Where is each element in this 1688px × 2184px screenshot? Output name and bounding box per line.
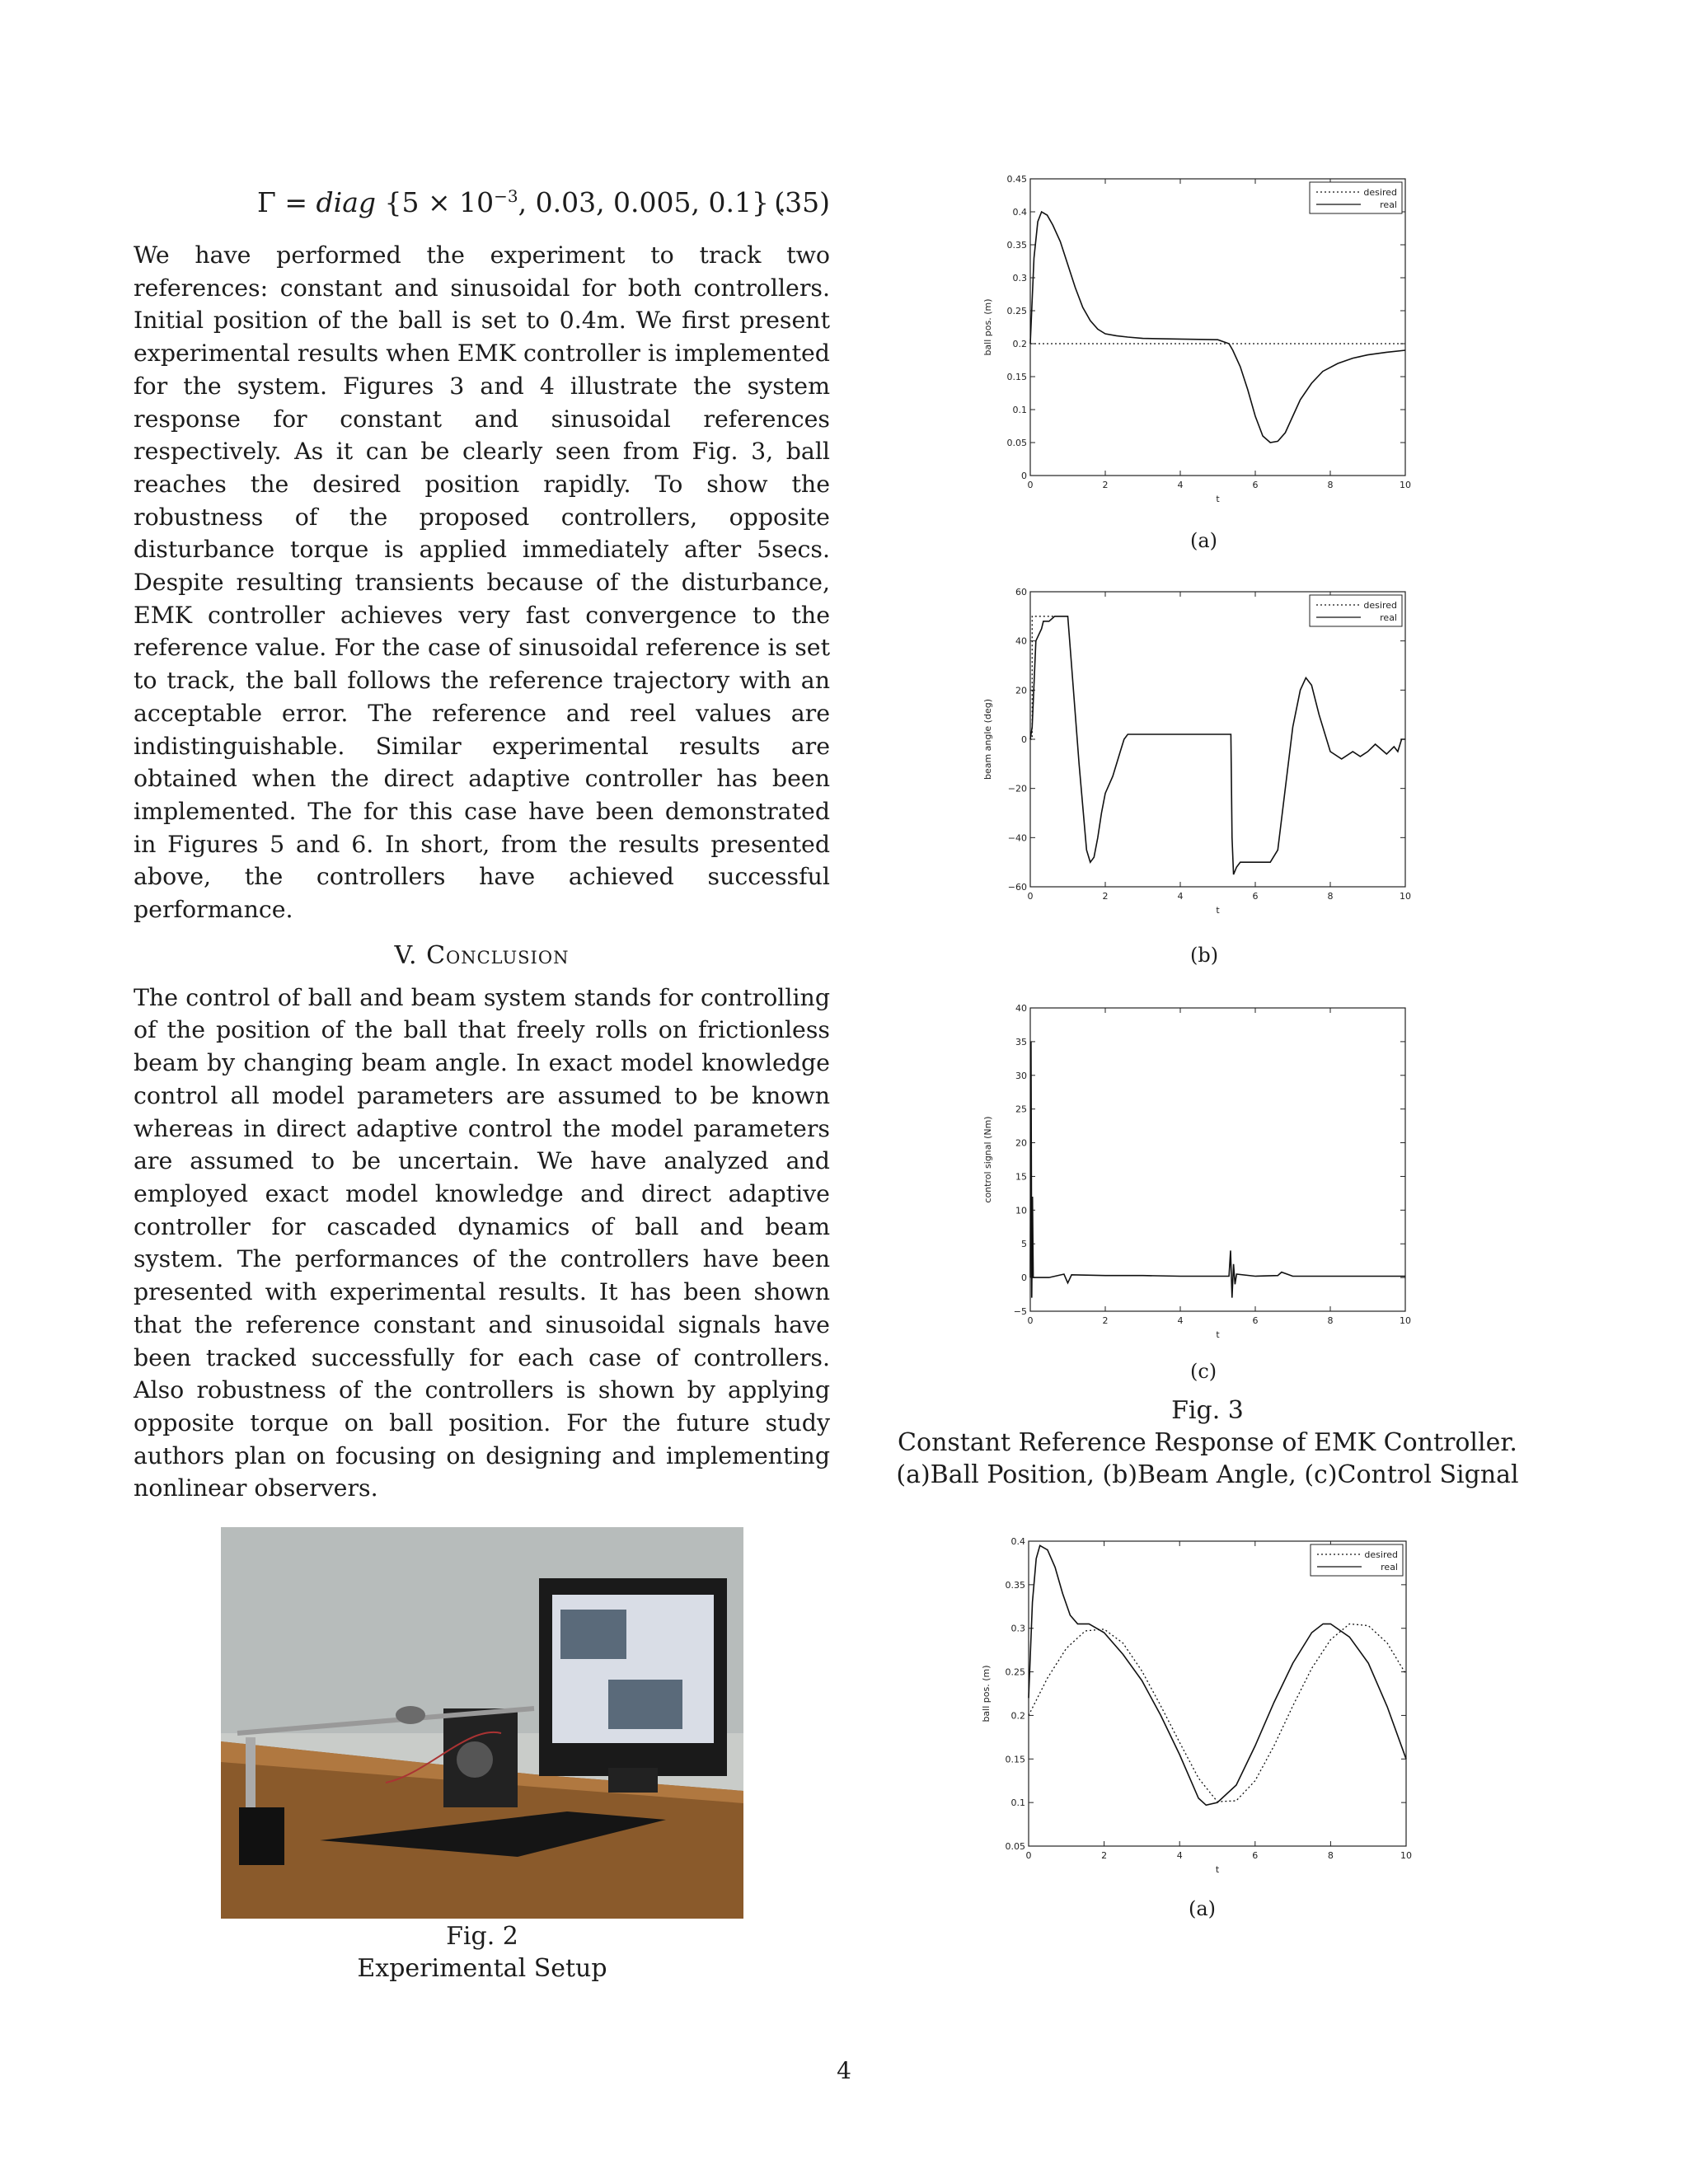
x-tick-label: 4 — [1177, 891, 1184, 902]
x-tick-label: 4 — [1177, 480, 1184, 490]
fig3b-sublabel: (b) — [1190, 944, 1219, 967]
x-tick-label: 6 — [1252, 891, 1259, 902]
y-tick-label: 60 — [1015, 587, 1027, 598]
y-tick-label: 0.05 — [1006, 438, 1027, 448]
x-tick-label: 10 — [1400, 1315, 1411, 1326]
equation-35 — [134, 181, 830, 239]
legend-label: real — [1381, 1562, 1398, 1572]
y-tick-label: 0.2 — [1012, 339, 1027, 349]
chart-fig3b — [948, 585, 1409, 915]
y-tick-label: −5 — [1013, 1306, 1027, 1317]
legend-label: desired — [1364, 1549, 1398, 1560]
x-tick-label: 0 — [1027, 1315, 1034, 1326]
y-tick-label: 0.3 — [1010, 1623, 1025, 1634]
y-tick-label: 20 — [1015, 685, 1027, 696]
y-tick-label: 0.15 — [1005, 1754, 1025, 1765]
y-tick-label: −20 — [1007, 783, 1027, 794]
chart-fig3c — [948, 1001, 1411, 1340]
x-tick-label: 10 — [1400, 480, 1411, 490]
experimental-setup-photo — [221, 1527, 743, 1919]
section-heading: V. Conclusion — [394, 940, 570, 970]
x-tick-label: 6 — [1252, 1850, 1259, 1861]
legend-label: real — [1380, 612, 1397, 623]
x-tick-label: 8 — [1327, 891, 1334, 902]
y-tick-label: −40 — [1007, 832, 1027, 844]
x-axis-label: t — [1216, 905, 1220, 916]
chart-fig3a — [948, 169, 1409, 523]
y-tick-label: 0.05 — [1005, 1841, 1025, 1852]
x-tick-label: 2 — [1101, 1850, 1108, 1861]
y-tick-label: 0 — [1021, 734, 1027, 745]
x-tick-label: 8 — [1327, 1315, 1334, 1326]
y-tick-label: 0.1 — [1012, 405, 1027, 415]
plot-frame — [1030, 179, 1405, 476]
fig3-caption: Fig. 3 Constant Reference Response of EMK Controller. (a)Ball Position, (b)Beam Angle, (c)Control Signal — [896, 1396, 1519, 1489]
y-tick-label: 0.4 — [1012, 207, 1027, 218]
equation-expression: Γ = diag {$5 \times 10^{-3}$, 0.03, 0.005, 0.1} . — [257, 186, 786, 218]
left-column — [134, 181, 830, 1505]
x-tick-label: 4 — [1177, 1315, 1184, 1326]
y-tick-label: 0.4 — [1010, 1536, 1025, 1547]
legend-label: real — [1380, 199, 1397, 210]
y-tick-label: 0.35 — [1006, 240, 1027, 251]
y-axis-label: beam angle (deg) — [982, 698, 993, 780]
x-tick-label: 6 — [1252, 480, 1259, 490]
x-tick-label: 10 — [1400, 891, 1411, 902]
plot-frame — [1029, 1541, 1406, 1846]
y-tick-label: 0 — [1021, 471, 1027, 481]
y-tick-label: 0.25 — [1005, 1666, 1025, 1678]
x-tick-label: 8 — [1327, 1850, 1334, 1861]
y-tick-label: 15 — [1015, 1171, 1027, 1183]
x-tick-label: 2 — [1102, 891, 1109, 902]
x-tick-label: 2 — [1102, 1315, 1109, 1326]
y-axis-label: ball pos. (m) — [982, 298, 993, 356]
x-tick-label: 0 — [1027, 891, 1034, 902]
y-tick-label: 35 — [1015, 1036, 1027, 1047]
x-tick-label: 0 — [1027, 480, 1034, 490]
x-axis-label: t — [1216, 494, 1220, 504]
y-tick-label: −60 — [1007, 882, 1027, 893]
x-axis-label: t — [1215, 1864, 1220, 1875]
y-tick-label: 0.3 — [1012, 273, 1027, 284]
y-tick-label: 40 — [1015, 635, 1027, 647]
x-tick-label: 0 — [1025, 1850, 1032, 1861]
y-tick-label: 0.15 — [1006, 372, 1027, 382]
equation-number: (35) — [774, 186, 830, 218]
x-tick-label: 2 — [1102, 480, 1109, 490]
y-tick-label: 40 — [1015, 1003, 1027, 1014]
y-tick-label: 10 — [1015, 1205, 1027, 1216]
x-tick-label: 4 — [1176, 1850, 1183, 1861]
y-axis-label: control signal (Nm) — [982, 1116, 993, 1203]
legend-label: desired — [1363, 187, 1397, 198]
page-number: 4 — [837, 2057, 851, 2084]
results-paragraph: We have performed the experiment to track two references: constant and sinusoidal for both controllers. Initial position of the ball is set to 0.4m. We first present experimental results when EMK controller is implemented for the system. Figures 3 and 4 illustrate the system response for constant and sinusoidal references respectively. As it can be clearly seen from Fig. 3, ball reaches the desired position rapidly. To show the robustness of the proposed controllers, opposite disturbance torque is applied immediately after 5secs. Despite resulting transients because of the disturbance, EMK controller achieves very fast convergence to the reference value. For the case of sinusoidal reference is set to track, the ball follows the reference trajectory with an acceptable error. The reference and reel values are indistinguishable. Similar experimental results are obtained when the direct adaptive controller has been implemented. The for this case have been demonstrated in Figures 5 and 6. In short, from the results presented above, the controllers have achieved successful performance. — [134, 241, 830, 924]
y-tick-label: 30 — [1015, 1070, 1027, 1081]
fig2-caption: Fig. 2 Experimental Setup — [357, 1922, 607, 1983]
conclusion-paragraph: The control of ball and beam system stands for controlling of the position of the ball that freely rolls on frictionless beam by changing beam angle. In exact model knowledge control all model parameters are assumed to be known whereas in direct adaptive control the model parameters are assumed to be uncertain. We have analyzed and employed exact model knowledge and direct adaptive controller for cascaded dynamics of ball and beam system. The performances of the controllers have been presented with experimental results. It has been shown that the reference constant and sinusoidal signals have been tracked successfully for each case of controllers. Also robustness of the controllers is shown by applying opposite torque on ball position. For the future study authors plan on focusing on designing and implementing nonlinear observers. — [134, 983, 830, 1502]
y-tick-label: 0 — [1021, 1272, 1027, 1284]
chart-fig4a — [948, 1535, 1412, 1875]
y-axis-label: ball pos. (m) — [981, 1665, 992, 1722]
y-tick-label: 5 — [1021, 1239, 1027, 1250]
y-tick-label: 0.25 — [1006, 306, 1027, 316]
y-tick-label: 0.35 — [1005, 1579, 1025, 1591]
x-tick-label: 8 — [1327, 480, 1334, 490]
x-axis-label: t — [1216, 1329, 1220, 1340]
y-tick-label: 0.1 — [1010, 1797, 1025, 1809]
y-tick-label: 25 — [1015, 1104, 1027, 1115]
y-tick-label: 20 — [1015, 1137, 1027, 1149]
plot-frame — [1030, 1008, 1405, 1311]
fig3c-sublabel: (c) — [1190, 1360, 1217, 1383]
fig4a-sublabel: (a) — [1189, 1897, 1217, 1920]
fig3a-sublabel: (a) — [1190, 529, 1218, 552]
legend-label: desired — [1363, 600, 1397, 611]
x-tick-label: 6 — [1252, 1315, 1259, 1326]
y-tick-label: 0.2 — [1010, 1710, 1025, 1722]
y-tick-label: 0.45 — [1006, 174, 1027, 185]
x-tick-label: 10 — [1400, 1850, 1412, 1861]
